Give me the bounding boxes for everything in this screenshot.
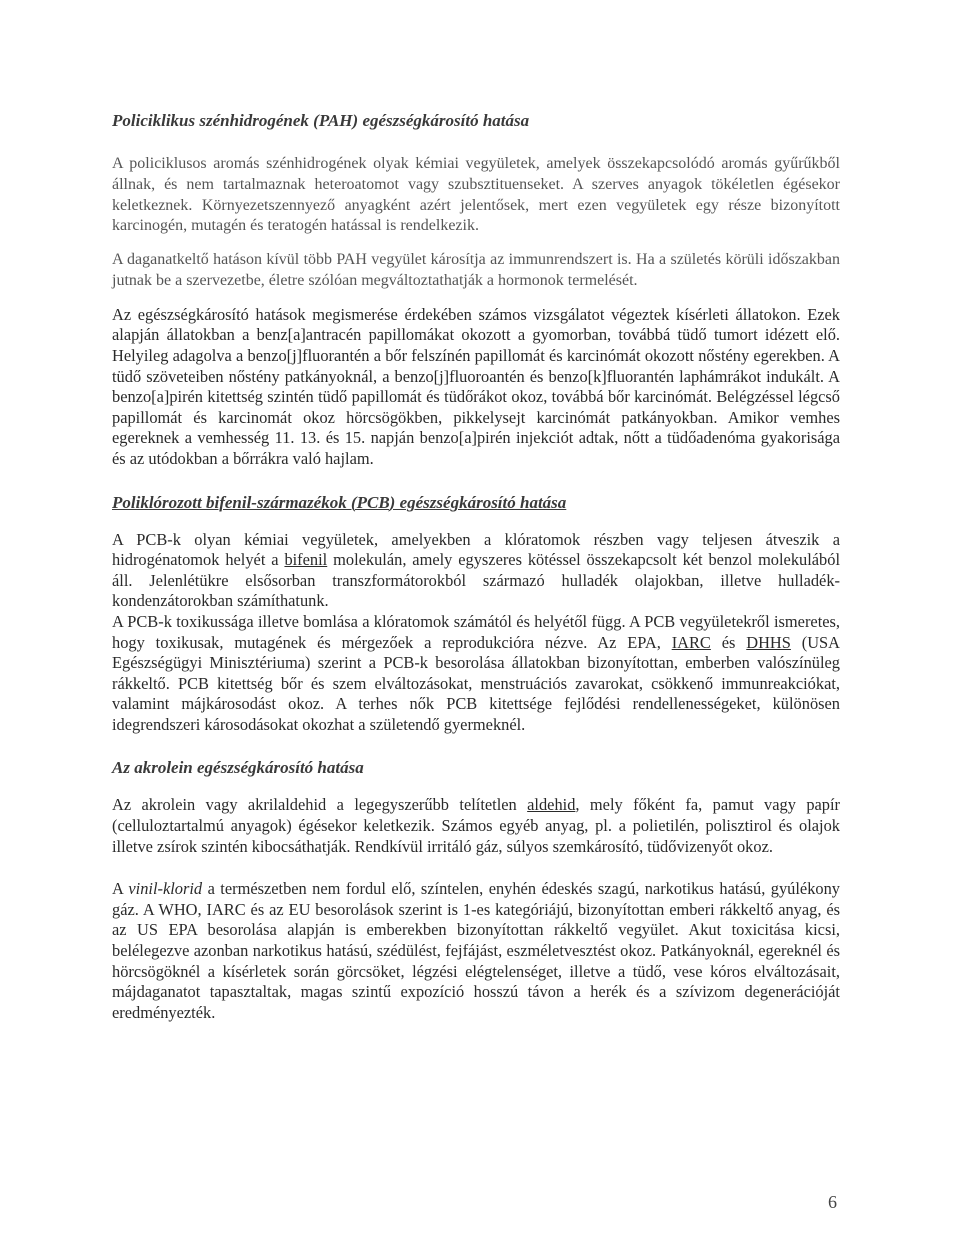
section-heading-pah: Policiklikus szénhidrogének (PAH) egészségkárosító hatása	[112, 111, 530, 130]
section-heading-pcb: Poliklórozott bifenil-származékok (PCB) egészségkárosító hatása	[112, 492, 567, 512]
vinil-text-2: a természetben nem fordul elő, színtelen, enyhén édeskés szagú, narkotikus hatású, gyúlékony gáz. A WHO, IARC és az EU besorolások szerint is 1-es kategóriájú, bizonyítottan emberi rákkeltő anyag, és az US EPA besorolása alapján is emberekben bizonyítottan rákkeltő vegyület. Akut toxicitása kicsi, belélegezve azonban narkotikus hatású, szédülést, fejfájást, eszméletvesztést okoz. Patkányoknál, egereknél és hörcsögöknél a kísérletek során görcsöket, légzési elégtelenséget, illetve a tüdő, vese kóros elváltozásait, májdaganatot tapasztaltak, magas szintű expozíció hosszú távon a herék és a szívizom degenerációját eredményezték.	[112, 879, 840, 1022]
akrolein-text-2: , mely főként fa, pamut vagy papír (celluloztartalmú anyagok) égésekor keletkezik. Számos egyéb anyag, pl. a polietilén, polisztirol és olajok illetve zsírok szintén kibocsáthatják. Rendkívül irritáló gáz, súlyos szemkárosító, tüdővizenyőt okoz.	[112, 795, 840, 856]
pcb-text-1: A PCB-k olyan kémiai vegyületek, amelyekben a klóratomok részben vagy teljesen átveszik a hidrogénatomok helyét a	[112, 529, 840, 570]
pcb-tox-text-2: és	[710, 632, 747, 652]
paragraph-pah-immune: A daganatkeltő hatáson kívül több PAH vegyület károsítja az immunrendszert is. Ha a születés körüli időszakban jutnak be a szervezetbe, életre szólóan megváltoztathatják a hormonok termelését.	[112, 251, 840, 289]
paragraph-vinil-klorid	[112, 879, 840, 1023]
link-iarc[interactable]: IARC	[671, 632, 711, 652]
paragraph-akrolein	[112, 795, 840, 857]
paragraph-pcb-toxicity	[112, 612, 840, 736]
section-heading-akrolein: Az akrolein egészségkárosító hatása	[112, 758, 364, 778]
pcb-tox-text-3: (USA Egészségügyi Minisztériuma) szerint a PCB-k besorolása állatokban bizonyítottan, emberben valószínüleg rákkeltő. PCB kitettség bőr és szem elváltozásokat, menstruációs zavarokat, csökkenő immunreakciókat, valamint májkárosodást okoz. A terhes nők PCB kitettsége fejlődési rendellenességeket, különösen idegrendszeri károsodásokat okozhat a születendő gyermeknél.	[112, 632, 841, 734]
link-aldehid[interactable]: aldehid	[527, 795, 576, 815]
paragraph-pah-intro: A policiklusos aromás szénhidrogének olyak kémiai vegyületek, amelyek összekapcsolódó aromás gyűrűkből állnak, és nem tartalmaznak heteroatomot vagy szubsztituenseket. A szerves anyagok tökéletlen égésekor keletkeznek. Környezetszennyező anyagként azért jelentősek, mert ezen vegyületek egy része bizonyított karcinogén, mutagén és teratogén hatással is rendelkezik.	[112, 155, 840, 235]
pcb-text-2: molekulán, amely egyszeres kötéssel összekapcsolt két benzol molekulából áll. Jelenlétükre elsősorban transzformátorokból származó hulladék olajokban, illetve hulladék-kondenzátorokban számíthatunk.	[112, 550, 840, 611]
link-bifenil[interactable]: bifenil	[284, 550, 328, 570]
vinil-text-1: A	[112, 879, 129, 899]
link-dhhs[interactable]: DHHS	[746, 632, 791, 652]
page-number: 6	[828, 1192, 837, 1212]
akrolein-text-1: Az akrolein vagy akrilaldehid a legegyszerűbb telítetlen	[112, 795, 528, 815]
document-page	[112, 110, 840, 1023]
term-vinil-klorid: vinil-klorid	[128, 879, 203, 899]
paragraph-pah-animal-studies: Az egészségkárosító hatások megismerése érdekében számos vizsgálatot végeztek kísérleti állatokon. Ezek alapján állatokban a benz[a]antracén papillomákat okozott a gyomorban, továbbá tüdő tumort idézett elő. Helyileg adagolva a benzo[j]fluorantén a bőr felszínén papillomát és karcinómát okozott nőstény egerekben. A tüdő szöveteiben nőstény patkányoknál, a benzo[j]fluoroantén és benzo[k]fluorantén laphámrákot indukált. A benzo[a]pirén kitettség szintén tüdő papillomát és tüdőrákot okoz, továbbá bőr karcinómát. Belégzéssel légcső papillomát és karcinomát okoz hörcsögökben, pikkelysejt karcinómát patkányokban. Amikor vemhes egereknek a vemhesség 11. 13. és 15. napján benzo[a]pirén injekciót adtak, nőtt a tüdőadenóma gyakorisága és az utódokban a bőrrákra való hajlam.	[112, 304, 840, 468]
pcb-tox-text-1: A PCB-k toxikussága illetve bomlása a klóratomok számától és helyétől függ. A PCB vegyületekről ismeretes, hogy toxikusak, mutagének és mérgezőek a reprodukcióra nézve. Az EPA,	[112, 611, 840, 652]
paragraph-pcb-definition	[112, 530, 840, 612]
